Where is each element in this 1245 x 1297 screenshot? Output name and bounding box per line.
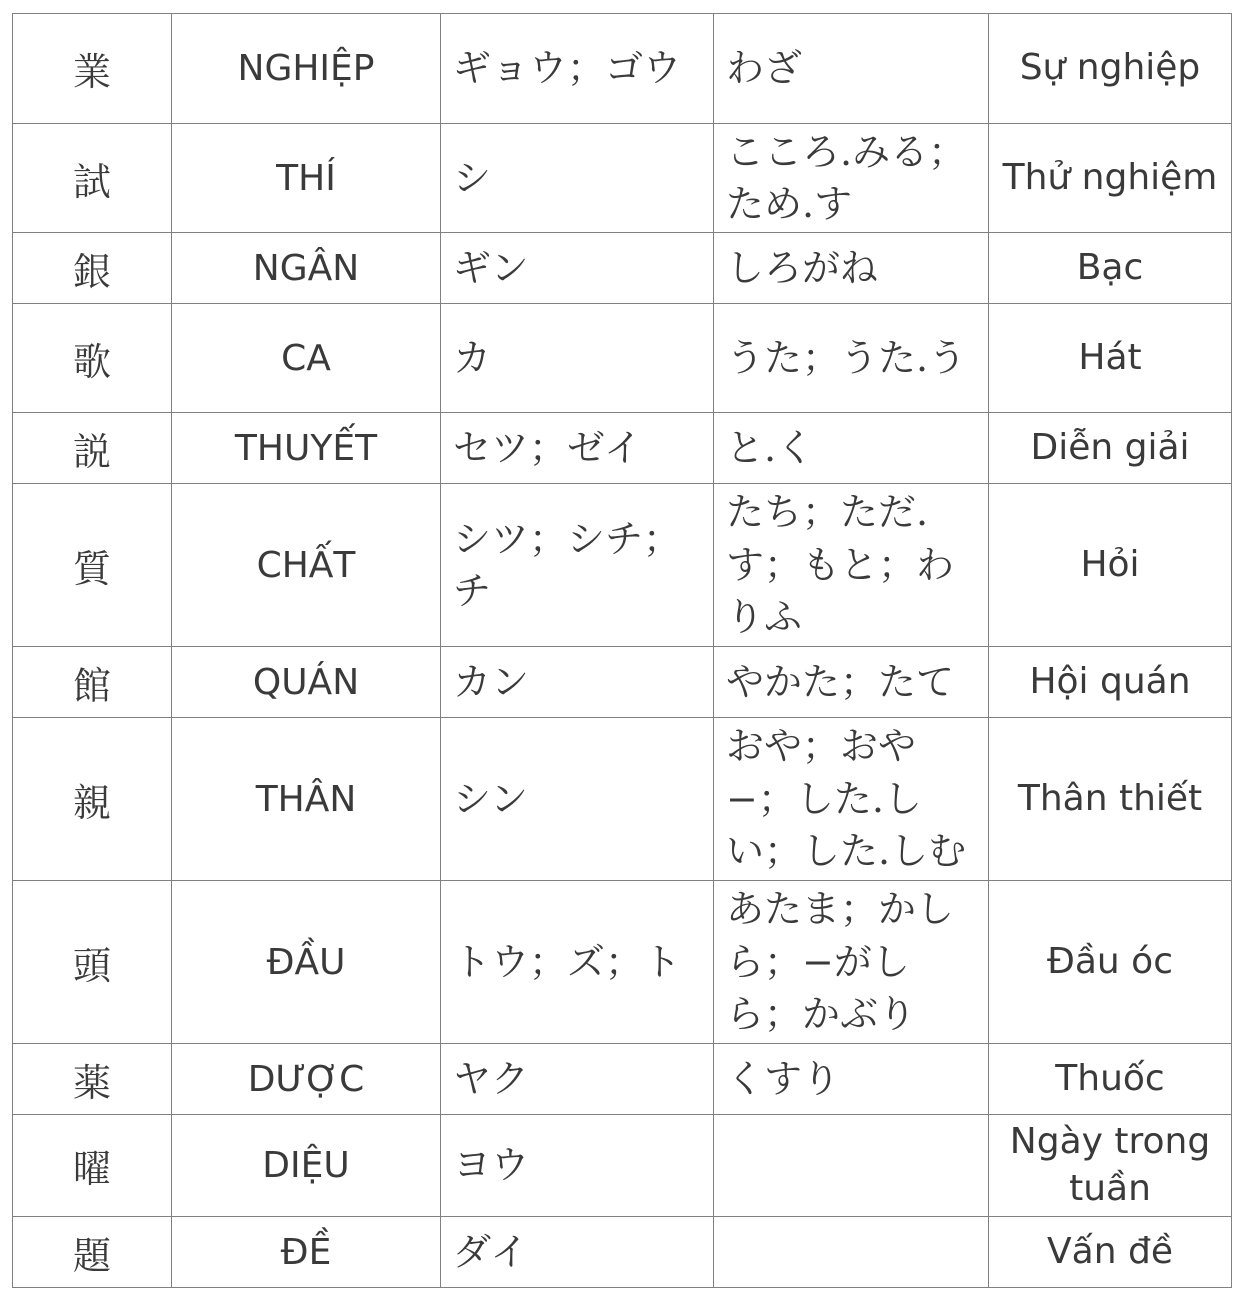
han-viet-cell: THÂN [172, 718, 441, 881]
kunyomi-cell: たち；ただ.す；もと；わりふ [714, 484, 989, 647]
han-viet-cell: THÍ [172, 124, 441, 233]
onyomi-cell: シツ；シチ；チ [441, 484, 714, 647]
kanji-cell: 質 [13, 484, 172, 647]
kanji-cell: 親 [13, 718, 172, 881]
onyomi-cell: カ [441, 304, 714, 413]
table-row [13, 14, 1232, 124]
kanji-table-body [13, 14, 1232, 1288]
meaning-cell: Thân thiết [989, 718, 1232, 881]
kunyomi-cell [714, 1115, 989, 1217]
han-viet-cell: CA [172, 304, 441, 413]
kanji-cell: 銀 [13, 233, 172, 304]
meaning-cell: Ngày trong tuần [989, 1115, 1232, 1217]
table-row [13, 233, 1232, 304]
han-viet-cell: DIỆU [172, 1115, 441, 1217]
kanji-cell: 説 [13, 413, 172, 484]
onyomi-cell: シン [441, 718, 714, 881]
onyomi-cell: トウ；ズ；ト [441, 881, 714, 1044]
table-row [13, 124, 1232, 233]
han-viet-cell: ĐẦU [172, 881, 441, 1044]
kanji-cell: 歌 [13, 304, 172, 413]
han-viet-cell: QUÁN [172, 647, 441, 718]
han-viet-cell: NGHIỆP [172, 14, 441, 124]
kunyomi-cell: くすり [714, 1044, 989, 1115]
table-row [13, 1217, 1232, 1288]
kunyomi-cell: うた；うた.う [714, 304, 989, 413]
onyomi-cell: ヨウ [441, 1115, 714, 1217]
table-row [13, 647, 1232, 718]
kanji-cell: 薬 [13, 1044, 172, 1115]
meaning-cell: Thử nghiệm [989, 124, 1232, 233]
onyomi-cell: セツ；ゼイ [441, 413, 714, 484]
kanji-cell: 曜 [13, 1115, 172, 1217]
kanji-cell: 業 [13, 14, 172, 124]
kunyomi-cell: あたま；かしら；−がしら；かぶり [714, 881, 989, 1044]
han-viet-cell: ĐỀ [172, 1217, 441, 1288]
kunyomi-cell: しろがね [714, 233, 989, 304]
table-row [13, 718, 1232, 881]
kunyomi-cell: こころ.みる；ため.す [714, 124, 989, 233]
table-row [13, 1044, 1232, 1115]
onyomi-cell: ダイ [441, 1217, 714, 1288]
han-viet-cell: DƯỢC [172, 1044, 441, 1115]
meaning-cell: Hỏi [989, 484, 1232, 647]
kanji-cell: 題 [13, 1217, 172, 1288]
han-viet-cell: THUYẾT [172, 413, 441, 484]
kanji-cell: 頭 [13, 881, 172, 1044]
onyomi-cell: シ [441, 124, 714, 233]
meaning-cell: Diễn giải [989, 413, 1232, 484]
han-viet-cell: CHẤT [172, 484, 441, 647]
onyomi-cell: カン [441, 647, 714, 718]
meaning-cell: Thuốc [989, 1044, 1232, 1115]
han-viet-cell: NGÂN [172, 233, 441, 304]
kunyomi-cell: わざ [714, 14, 989, 124]
kunyomi-cell: おや；おや−；した.しい；した.しむ [714, 718, 989, 881]
onyomi-cell: ギョウ；ゴウ [441, 14, 714, 124]
meaning-cell: Hát [989, 304, 1232, 413]
meaning-cell: Hội quán [989, 647, 1232, 718]
meaning-cell: Sự nghiệp [989, 14, 1232, 124]
kunyomi-cell: と.く [714, 413, 989, 484]
kanji-cell: 試 [13, 124, 172, 233]
kunyomi-cell [714, 1217, 989, 1288]
table-row [13, 304, 1232, 413]
kanji-table [12, 13, 1232, 1288]
meaning-cell: Đầu óc [989, 881, 1232, 1044]
onyomi-cell: ヤク [441, 1044, 714, 1115]
onyomi-cell: ギン [441, 233, 714, 304]
table-row [13, 1115, 1232, 1217]
table-row [13, 881, 1232, 1044]
kanji-cell: 館 [13, 647, 172, 718]
meaning-cell: Bạc [989, 233, 1232, 304]
table-row [13, 413, 1232, 484]
table-row [13, 484, 1232, 647]
kunyomi-cell: やかた；たて [714, 647, 989, 718]
meaning-cell: Vấn đề [989, 1217, 1232, 1288]
